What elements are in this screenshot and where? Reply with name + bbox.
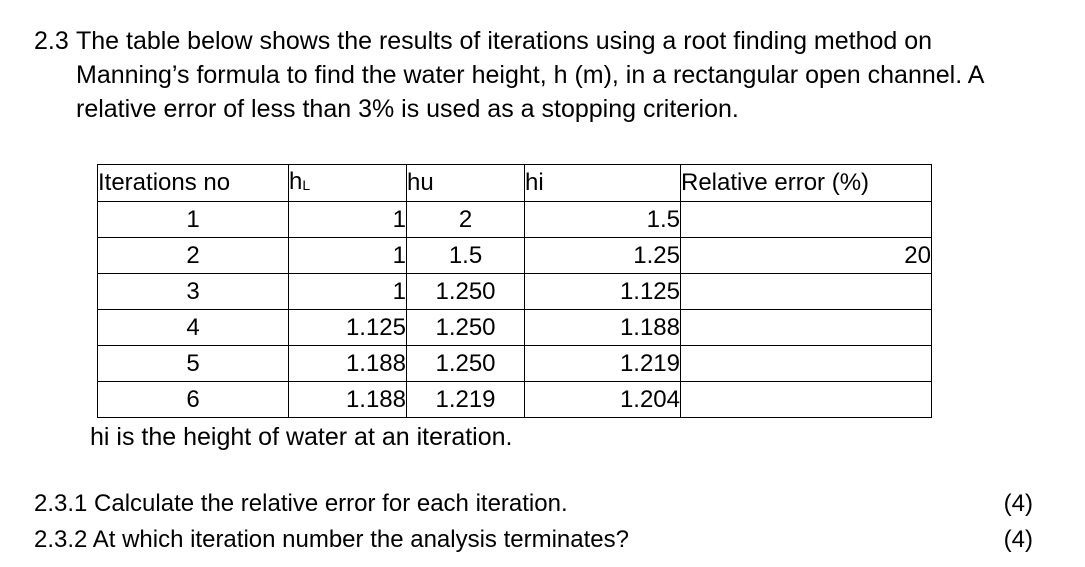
cell-hl: 1.188 xyxy=(289,382,407,418)
table-row xyxy=(98,346,932,382)
cell-hu: 1.250 xyxy=(407,346,525,382)
cell-hi: 1.5 xyxy=(525,202,681,238)
cell-iteration: 1 xyxy=(98,202,289,238)
cell-hu: 1.219 xyxy=(407,382,525,418)
table-row xyxy=(98,310,932,346)
cell-iteration: 5 xyxy=(98,346,289,382)
cell-hi: 1.204 xyxy=(525,382,681,418)
table-header-row xyxy=(98,165,932,202)
question-line: relative error of less than 3% is used as a stopping criterion. xyxy=(76,95,739,123)
subquestion-text: 2.3.2 At which iteration number the analysis terminates? xyxy=(34,526,629,553)
table-row xyxy=(98,382,932,418)
cell-hi: 1.25 xyxy=(525,238,681,274)
header-hl xyxy=(289,165,407,202)
cell-error xyxy=(681,274,932,310)
cell-hl: 1.188 xyxy=(289,346,407,382)
cell-hi: 1.188 xyxy=(525,310,681,346)
cell-iteration: 4 xyxy=(98,310,289,346)
table-note: hi is the height of water at an iteration. xyxy=(90,423,513,451)
table-row xyxy=(98,202,932,238)
header-hl-base: h xyxy=(289,168,303,195)
iteration-table xyxy=(97,164,932,418)
cell-error xyxy=(681,346,932,382)
question-text xyxy=(76,24,1066,126)
cell-hi: 1.125 xyxy=(525,274,681,310)
subquestion-text: 2.3.1 Calculate the relative error for each iteration. xyxy=(34,490,568,517)
cell-hi: 1.219 xyxy=(525,346,681,382)
cell-hl: 1 xyxy=(289,274,407,310)
table-row xyxy=(98,238,932,274)
cell-iteration: 2 xyxy=(98,238,289,274)
cell-hl: 1 xyxy=(289,202,407,238)
cell-iteration: 6 xyxy=(98,382,289,418)
header-hi: hi xyxy=(525,165,681,202)
header-relative-error: Relative error (%) xyxy=(681,165,932,202)
cell-error xyxy=(681,382,932,418)
question-line: The table below shows the results of iterations using a root finding method on xyxy=(76,27,933,55)
cell-hu: 2 xyxy=(407,202,525,238)
cell-error: 20 xyxy=(681,238,932,274)
cell-iteration: 3 xyxy=(98,274,289,310)
question-line: Manning’s formula to find the water height, h (m), in a rectangular open channel. A xyxy=(76,61,985,89)
question-number: 2.3 xyxy=(34,27,69,55)
header-iteration: Iterations no xyxy=(98,165,289,202)
cell-error xyxy=(681,310,932,346)
subquestion-marks: (4) xyxy=(1003,490,1033,517)
header-hu: hu xyxy=(407,165,525,202)
cell-hu: 1.250 xyxy=(407,310,525,346)
header-hl-subscript: L xyxy=(302,177,311,193)
cell-hl: 1 xyxy=(289,238,407,274)
cell-hu: 1.250 xyxy=(407,274,525,310)
subquestion-marks: (4) xyxy=(1003,526,1033,553)
cell-hl: 1.125 xyxy=(289,310,407,346)
cell-hu: 1.5 xyxy=(407,238,525,274)
cell-error xyxy=(681,202,932,238)
table-row xyxy=(98,274,932,310)
